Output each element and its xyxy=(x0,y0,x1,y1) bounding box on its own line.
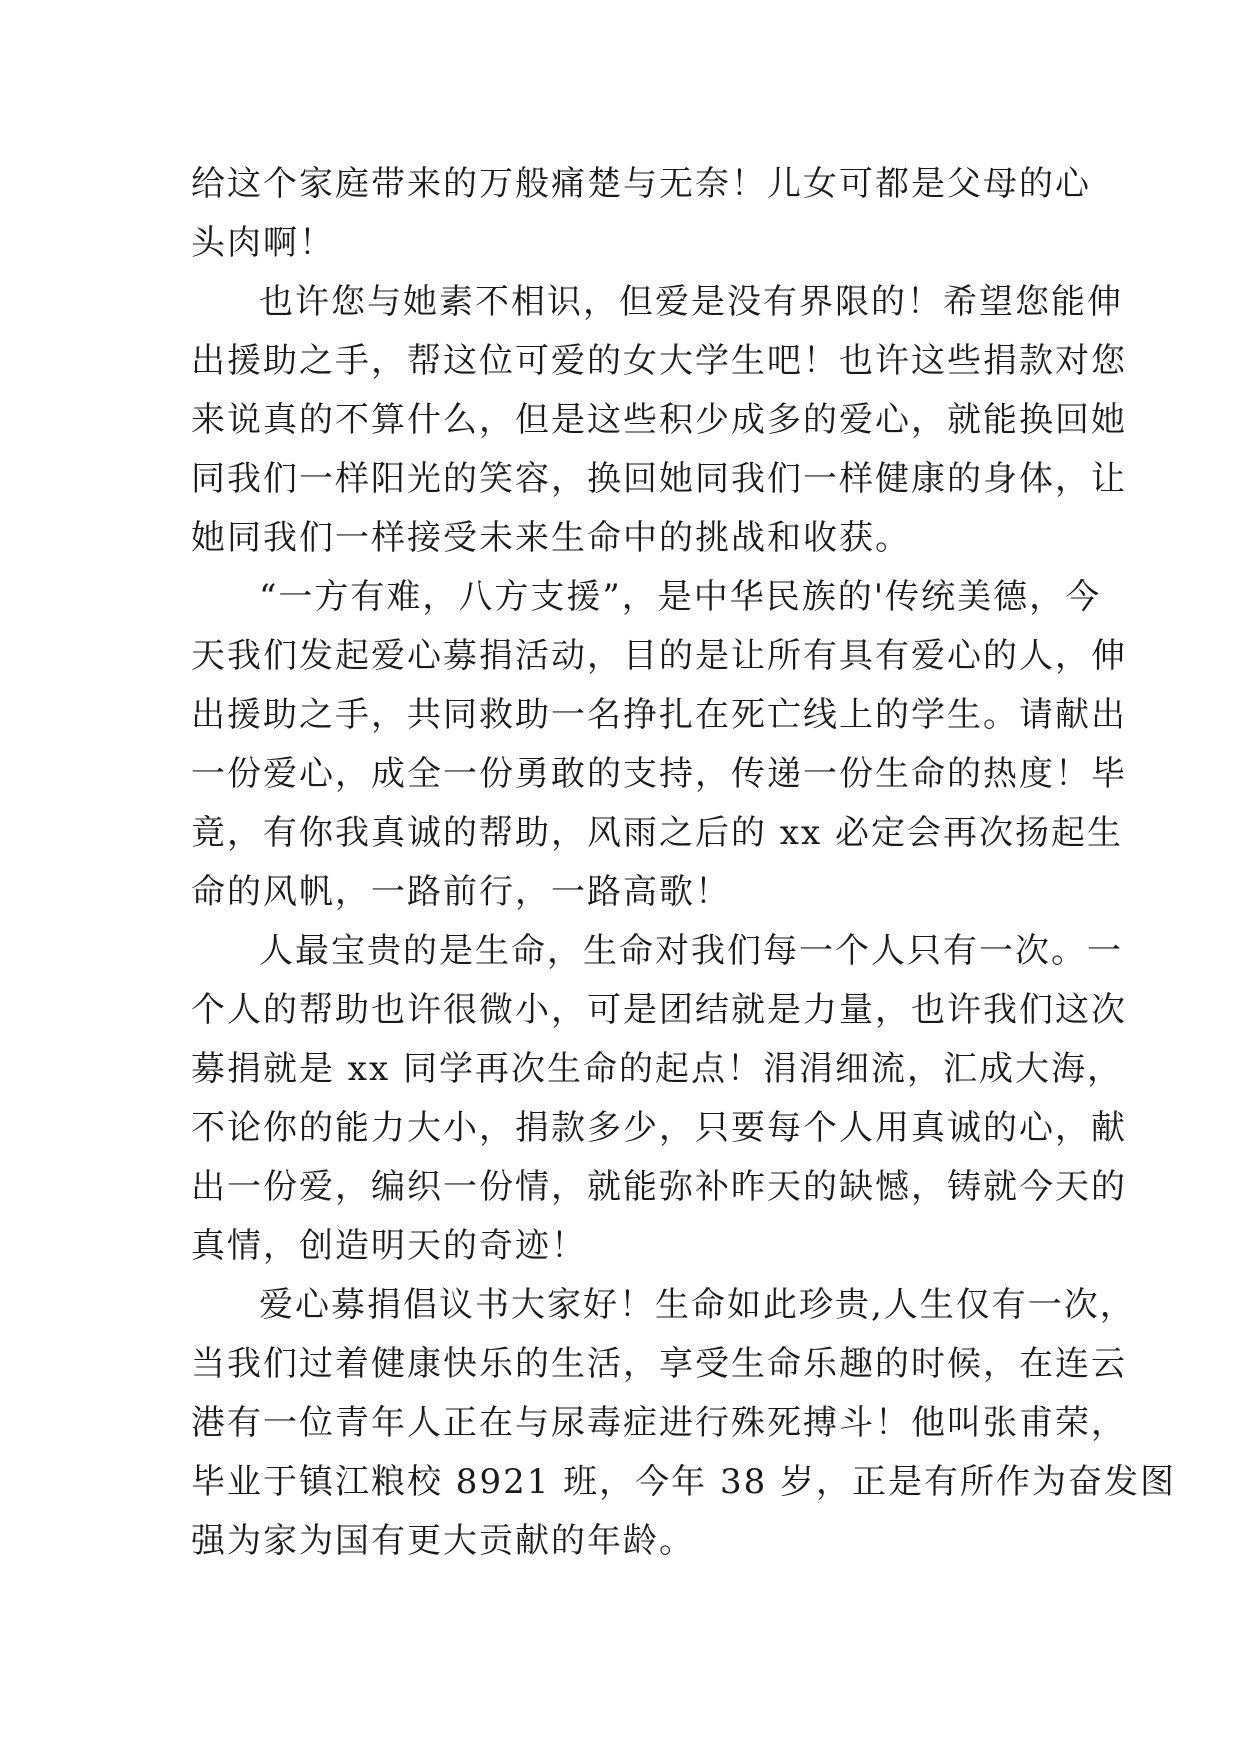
paragraph-3 xyxy=(191,568,1127,922)
text-line: 人最宝贵的是生命，生命对我们每一个人只有一次。一 xyxy=(259,931,1123,971)
text-line: 出援助之手，帮这位可爱的女大学生吧！也许这些捐款对您 xyxy=(191,341,1127,381)
text-line: 命的风帆，一路前行，一路高歌！ xyxy=(191,872,731,912)
text-line: 强为家为国有更大贡献的年龄。 xyxy=(191,1521,695,1561)
paragraph-5 xyxy=(191,1276,1177,1571)
paragraph-2 xyxy=(191,273,1127,568)
text-line: 也许您与她素不相识，但爱是没有界限的！希望您能伸 xyxy=(259,282,1123,322)
text-line: 一份爱心，成全一份勇敢的支持，传递一份生命的热度！毕 xyxy=(191,754,1127,794)
text-line: “一方有难，八方支援”，是中华民族的'传统美德，今 xyxy=(259,577,1102,617)
text-line: 出一份爱，编织一份情，就能弥补昨天的缺憾，铸就今天的 xyxy=(191,1167,1127,1207)
paragraph-4 xyxy=(191,922,1127,1276)
text-line: 出援助之手，共同救助一名挣扎在死亡线上的学生。请献出 xyxy=(191,695,1127,735)
text-line: 港有一位青年人正在与尿毒症进行殊死搏斗！他叫张甫荣， xyxy=(191,1403,1127,1443)
text-line: 不论你的能力大小，捐款多少，只要每个人用真诚的心，献 xyxy=(191,1108,1127,1148)
text-line: 她同我们一样接受未来生命中的挑战和收获。 xyxy=(191,518,911,558)
text-line: 当我们过着健康快乐的生活，享受生命乐趣的时候，在连云 xyxy=(191,1344,1127,1384)
text-line: 同我们一样阳光的笑容，换回她同我们一样健康的身体，让 xyxy=(191,459,1127,499)
paragraph-1 xyxy=(191,155,1091,273)
text-line: 个人的帮助也许很微小，可是团结就是力量，也许我们这次 xyxy=(191,990,1127,1030)
text-line: 爱心募捐倡议书大家好！生命如此珍贵,人生仅有一次， xyxy=(259,1285,1136,1325)
document-body xyxy=(191,155,1177,1571)
text-line: 天我们发起爱心募捐活动，目的是让所有具有爱心的人，伸 xyxy=(191,636,1127,676)
text-line: 来说真的不算什么，但是这些积少成多的爱心，就能换回她 xyxy=(191,400,1127,440)
text-line: 竟，有你我真诚的帮助，风雨之后的 xx 必定会再次扬起生 xyxy=(191,813,1123,853)
text-line: 毕业于镇江粮校 8921 班，今年 38 岁，正是有所作为奋发图 xyxy=(191,1462,1177,1502)
text-line: 真情，创造明天的奇迹！ xyxy=(191,1226,587,1266)
text-line: 头肉啊！ xyxy=(191,223,335,263)
text-line: 募捐就是 xx 同学再次生命的起点！涓涓细流，汇成大海， xyxy=(191,1049,1123,1089)
text-line: 给这个家庭带来的万般痛楚与无奈！儿女可都是父母的心 xyxy=(191,164,1091,204)
